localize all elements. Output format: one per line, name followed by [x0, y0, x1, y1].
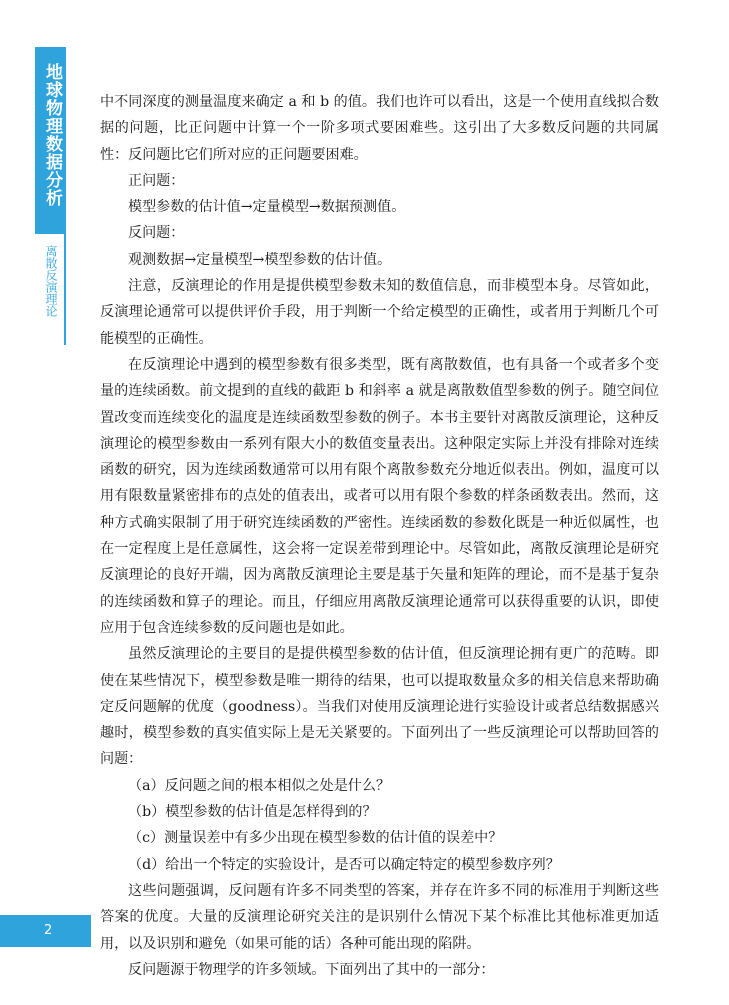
- series-title-box: [35, 47, 66, 234]
- page-number: 2: [44, 923, 53, 938]
- paragraph: 正问题：: [128, 172, 185, 189]
- paragraph: 这些问题强调，反问题有许多不同类型的答案，并存在许多不同的标准用于判断这些答案的优度。大量的反演理论研究关注的是识别什么情况下某个标准比其他标准更加适用，以及识别和避免（如果可能的话）各种可能出现的陷阱。: [100, 882, 659, 952]
- body-text: [100, 89, 659, 983]
- question-item: （b）模型参数的估计值是怎样得到的？: [128, 804, 377, 821]
- paragraph: 注意，反演理论的作用是提供模型参数未知的数值信息，而非模型本身。尽管如此，反演理论通常可以提供评价手段，用于判断一个给定模型的正确性，或者用于判断几个可能模型的正确性。: [100, 278, 659, 347]
- paragraph: 虽然反演理论的主要目的是提供模型参数的估计值，但反演理论拥有更广的范畴。即使在某些情况下，模型参数是唯一期待的结果，也可以提取数量众多的相关信息来帮助确定反问题解的优度（goodness）。当我们对使用反演理论进行实验设计或者总结数据感兴趣时，模型参数的真实值实际上是无关紧要的。下面列出了一些反演理论可以帮助回答的问题：: [100, 646, 659, 768]
- series-title: 地球物理数据分析: [42, 63, 62, 207]
- paragraph: 在反演理论中遇到的模型参数有很多类型，既有离散数值，也有具备一个或者多个变量的连续函数。前文提到的直线的截距 b 和斜率 a 就是离散数值型参数的例子。随空间位置改变而连续变化的温度是连续函数型参数的例子。本书主要针对离散反演理论，这种反演理论的模型参数由一系列有限大小的数值变量表出。这种限定实际上并没有排除对连续函数的研究，因为连续函数通常可以用有限个离散参数充分地近似表出。例如，温度可以用有限数量紧密排布的点处的值表出，或者可以用有限个参数的样条函数表出。然而，这种方式确实限制了用于研究连续函数的严密性。连续函数的参数化既是一种近似属性，也在一定程度上是任意属性，这会将一定误差带到理论中。尽管如此，离散反演理论是研究反演理论的良好开端，因为离散反演理论主要是基于矢量和矩阵的理论，而不是基于复杂的连续函数和算子的理论。而且，仔细应用离散反演理论通常可以获得重要的认识，即使应用于包含连续参数的反问题也是如此。: [100, 356, 659, 636]
- paragraph: 反问题：: [128, 225, 185, 242]
- paragraph: 反问题源于物理学的许多领域。下面列出了其中的一部分：: [128, 961, 495, 978]
- chapter-divider: [64, 234, 66, 345]
- paragraph: 中不同深度的测量温度来确定 a 和 b 的值。我们也许可以看出，这是一个使用直线拟合数据的问题，比正问题中计算一个一阶多项式要困难些。这引出了大多数反问题的共同属性：反问题比它们所对应的正问题要困难。: [100, 94, 659, 163]
- chapter-label: 离散反演理论: [44, 245, 58, 317]
- paragraph: 模型参数的估计值→定量模型→数据预测值。: [128, 199, 406, 216]
- question-item: （d）给出一个特定的实验设计，是否可以确定特定的模型参数序列？: [128, 856, 560, 873]
- question-item: （c）测量误差中有多少出现在模型参数的估计值的误差中？: [128, 830, 503, 847]
- paragraph: 观测数据→定量模型→模型参数的估计值。: [128, 251, 392, 268]
- page-number-box: [0, 915, 91, 947]
- question-item: （a）反问题之间的根本相似之处是什么？: [128, 777, 391, 794]
- side-tab: [35, 47, 66, 345]
